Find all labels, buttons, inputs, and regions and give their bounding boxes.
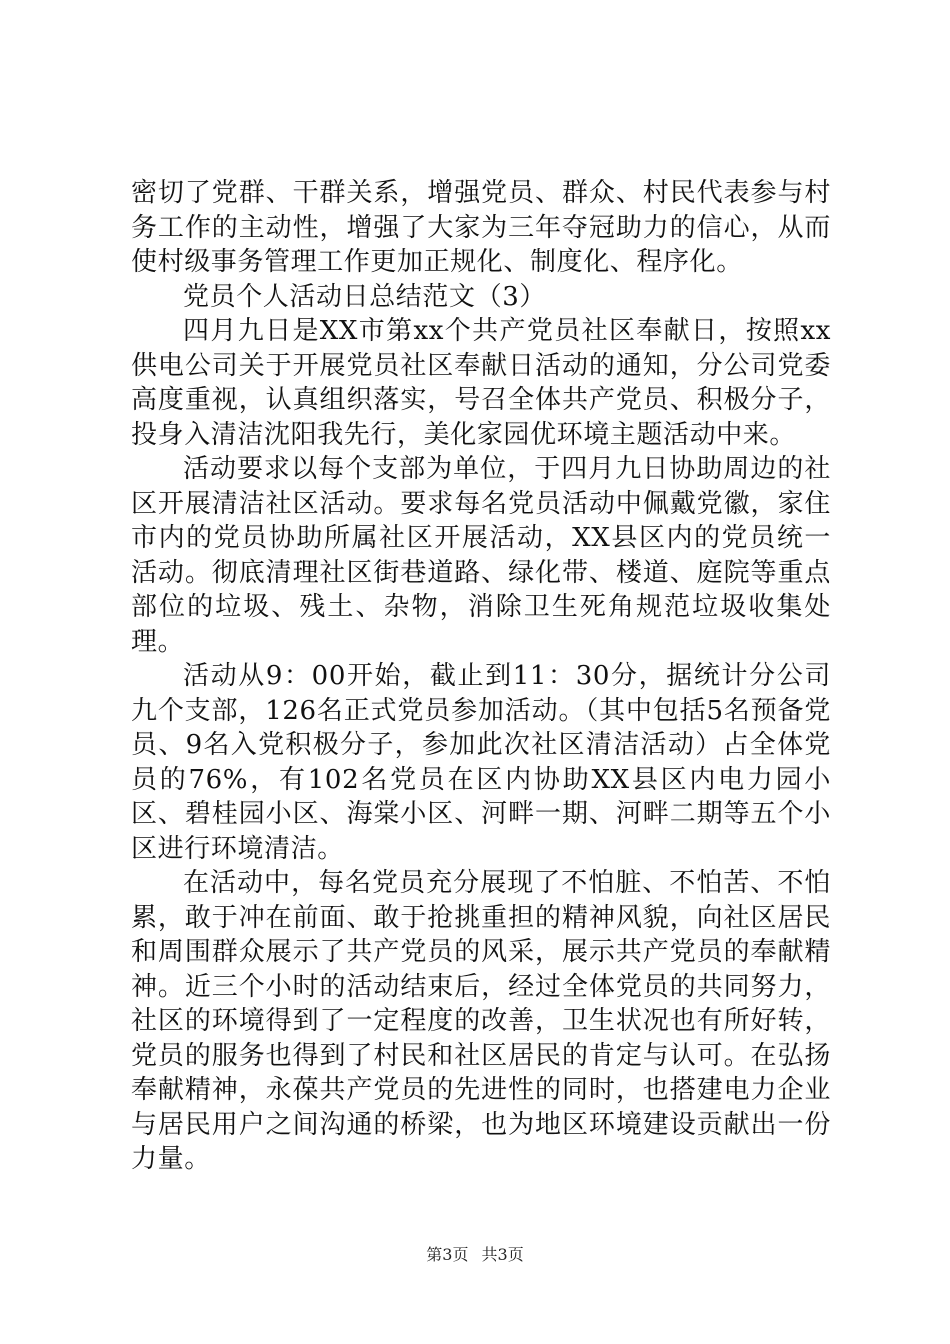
- page-number: 第3页: [426, 1245, 469, 1264]
- paragraph-conclusion: 在活动中，每名党员充分展现了不怕脏、不怕苦、不怕累，敢于冲在前面、敢于抢挑重担的精神风貌，向社区居民和周围群众展示了共产党员的风采，展示共产党员的奉献精神。近三个小时的活动结束后，经过全体党员的共同努力，社区的环境得到了一定程度的改善，卫生状况也有所好转，党员的服务也得到了村民和社区居民的肯定与认可。在弘扬奉献精神，永葆共产党员的先进性的同时，也搭建电力企业与居民用户之间沟通的桥梁，也为地区环境建设贡献出一份力量。: [131, 868, 831, 1174]
- document-body: [131, 176, 831, 1177]
- paragraph-requirements: 活动要求以每个支部为单位，于四月九日协助周边的社区开展清洁社区活动。要求每名党员活动中佩戴党徽，家住市内的党员协助所属社区开展活动，XX县区内的党员统一活动。彻底清理社区街巷道路、绿化带、楼道、庭院等重点部位的垃圾、残土、杂物，消除卫生死角规范垃圾收集处理。: [131, 454, 831, 657]
- paragraph-statistics: 活动从9：00开始，截止到11：30分，据统计分公司九个支部，126名正式党员参加活动。（其中包括5名预备党员、9名入党积极分子，参加此次社区清洁活动）占全体党员的76%，有102名党员在区内协助XX县区内电力园小区、碧桂园小区、海棠小区、河畔一期、河畔二期等五个小区进行环境清洁。: [131, 661, 831, 864]
- page-total: 共3页: [481, 1245, 524, 1264]
- section-heading: 党员个人活动日总结范文（3）: [183, 281, 546, 312]
- paragraph-intro: 四月九日是XX市第xx个共产党员社区奉献日，按照xx供电公司关于开展党员社区奉献日活动的通知，分公司党委高度重视，认真组织落实，号召全体共产党员、积极分子，投身入清洁沈阳我先行，美化家园优环境主题活动中来。: [131, 316, 831, 450]
- page-footer: [0, 1245, 950, 1265]
- paragraph-continuation: 密切了党群、干群关系，增强党员、群众、村民代表参与村务工作的主动性，增强了大家为三年夺冠助力的信心，从而使村级事务管理工作更加正规化、制度化、程序化。: [131, 178, 831, 277]
